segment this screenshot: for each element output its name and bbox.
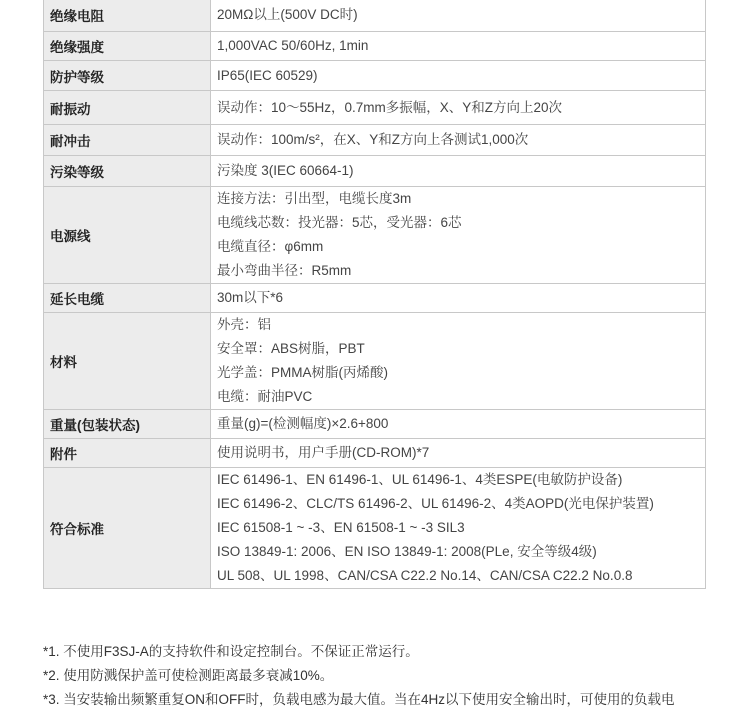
row-value xyxy=(211,187,706,284)
table-row xyxy=(44,284,706,313)
value-line: 重量(g)=(检测幅度)×2.6+800 xyxy=(217,416,389,431)
table-row xyxy=(44,410,706,439)
row-value xyxy=(211,91,706,125)
value-line: 误动作：100m/s²，在X、Y和Z方向上各测试1,000次 xyxy=(217,132,529,147)
row-value xyxy=(211,32,706,61)
value-line: 30m以下*6 xyxy=(217,290,284,305)
value-line: IEC 61496-1、EN 61496-1、UL 61496-1、4类ESPE(电敏防护设备) xyxy=(217,472,623,487)
row-value xyxy=(211,313,706,410)
value-line: 最小弯曲半径：R5mm xyxy=(217,263,352,278)
footnote: *3. 当安装输出频繁重复ON和OFF时，负载电感为最大值。当在4Hz以下使用安全输出时，可使用的负载电 xyxy=(43,692,675,707)
row-value xyxy=(211,439,706,468)
row-label: 耐冲击 xyxy=(44,125,211,156)
value-line: UL 508、UL 1998、CAN/CSA C22.2 No.14、CAN/CSA C22.2 No.0.8 xyxy=(217,568,633,583)
row-value xyxy=(211,410,706,439)
value-line: 污染度 3(IEC 60664-1) xyxy=(217,163,354,178)
value-line: 20MΩ以上(500V DC时) xyxy=(217,7,358,22)
value-line: IP65(IEC 60529) xyxy=(217,67,318,83)
table-row xyxy=(44,468,706,589)
footnotes xyxy=(43,640,743,712)
row-value xyxy=(211,61,706,91)
table-row xyxy=(44,439,706,468)
value-line: 电缆线芯数：投光器：5芯，受光器：6芯 xyxy=(217,215,462,230)
table-row xyxy=(44,313,706,410)
value-line: 安全罩：ABS树脂，PBT xyxy=(217,341,365,356)
row-label: 电源线 xyxy=(44,187,211,284)
row-value xyxy=(211,468,706,589)
row-label: 附件 xyxy=(44,439,211,468)
row-label: 绝缘强度 xyxy=(44,32,211,61)
row-label: 重量(包装状态) xyxy=(44,410,211,439)
row-label: 污染等级 xyxy=(44,156,211,187)
value-line: IEC 61508-1 ~ -3、EN 61508-1 ~ -3 SIL3 xyxy=(217,520,465,535)
table-row xyxy=(44,0,706,32)
value-line: 误动作：10～55Hz，0.7mm多振幅，X、Y和Z方向上20次 xyxy=(217,99,563,115)
value-line: 电缆：耐油PVC xyxy=(217,389,313,404)
value-line: 光学盖：PMMA树脂(丙烯酸) xyxy=(217,365,388,380)
table-row xyxy=(44,61,706,91)
value-line: 使用说明书，用户手册(CD-ROM)*7 xyxy=(217,445,430,460)
row-value xyxy=(211,284,706,313)
row-value xyxy=(211,125,706,156)
value-line: 外壳：铝 xyxy=(217,317,271,332)
spec-table-body xyxy=(44,0,706,589)
value-line: IEC 61496-2、CLC/TS 61496-2、UL 61496-2、4类AOPD(光电保护装置) xyxy=(217,496,654,511)
table-row xyxy=(44,125,706,156)
row-label: 符合标准 xyxy=(44,468,211,589)
value-line: 电缆直径：φ6mm xyxy=(217,239,324,254)
footnote: *1. 不使用F3SJ-A的支持软件和设定控制台。不保证正常运行。 xyxy=(43,644,419,659)
table-row xyxy=(44,91,706,125)
row-label: 耐振动 xyxy=(44,91,211,125)
row-value xyxy=(211,156,706,187)
value-line: 连接方法：引出型，电缆长度3m xyxy=(217,191,412,206)
footnote: *2. 使用防溅保护盖可使检测距离最多衰减10%。 xyxy=(43,668,334,683)
value-line: 1,000VAC 50/60Hz, 1min xyxy=(217,38,369,53)
row-label: 绝缘电阻 xyxy=(44,0,211,32)
table-row xyxy=(44,32,706,61)
table-row xyxy=(44,187,706,284)
row-value xyxy=(211,0,706,32)
value-line: ISO 13849-1: 2006、EN ISO 13849-1: 2008(PLe, 安全等级4级) xyxy=(217,544,597,559)
table-row xyxy=(44,156,706,187)
row-label: 材料 xyxy=(44,313,211,410)
row-label: 防护等级 xyxy=(44,61,211,91)
row-label: 延长电缆 xyxy=(44,284,211,313)
spec-table xyxy=(43,0,706,589)
